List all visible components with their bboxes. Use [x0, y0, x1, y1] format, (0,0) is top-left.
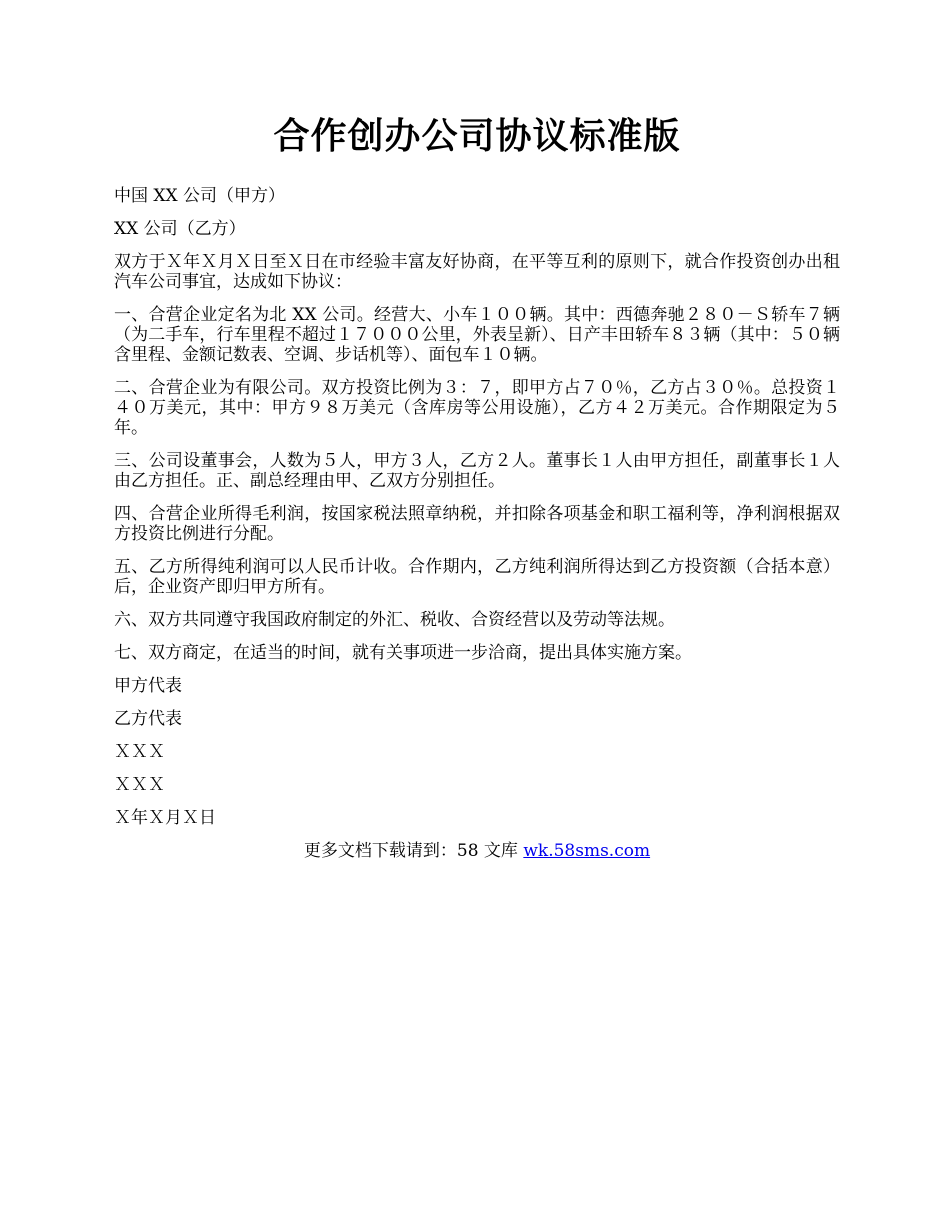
clause-1: 一、合营企业定名为北 XX 公司。经营大、小车１００辆。其中：西德奔驰２８０－Ｓ轿车７辆（为二手车，行车里程不超过１７０００公里，外表呈新）、日产丰田轿车８３辆（其中：５０辆含里程、金额记数表、空调、步话机等）、面包车１０辆。 [114, 305, 840, 365]
clause-5: 五、乙方所得纯利润可以人民币计收。合作期内，乙方纯利润所得达到乙方投资额（合括本意）后，企业资产即归甲方所有。 [114, 557, 840, 597]
signature-placeholder-b: ＸＸＸ [114, 775, 165, 795]
signature-placeholder-a: ＸＸＸ [114, 742, 165, 762]
clause-4: 四、合营企业所得毛利润，按国家税法照章纳税，并扣除各项基金和职工福利等，净利润根据双方投资比例进行分配。 [114, 504, 840, 544]
footer-link[interactable]: wk.58sms.com [523, 841, 651, 861]
document-page [114, 108, 840, 861]
clause-7: 七、双方商定，在适当的时间，就有关事项进一步洽商，提出具体实施方案。 [114, 643, 692, 663]
clause-6: 六、双方共同遵守我国政府制定的外汇、税收、合资经营以及劳动等法规。 [114, 610, 675, 630]
preamble-paragraph: 双方于Ｘ年Ｘ月Ｘ日至Ｘ日在市经验丰富友好协商，在平等互利的原则下，就合作投资创办出租汽车公司事宜，达成如下协议： [114, 252, 840, 292]
footer-prefix: 更多文档下载请到：58 文库 [303, 841, 524, 861]
party-b-representative: 乙方代表 [114, 709, 182, 729]
clause-3: 三、公司设董事会，人数为５人，甲方３人，乙方２人。董事长１人由甲方担任，副董事长１人由乙方担任。正、副总经理由甲、乙双方分别担任。 [114, 451, 840, 491]
party-b-line: XX 公司（乙方） [114, 219, 246, 239]
clause-2: 二、合营企业为有限公司。双方投资比例为３：７，即甲方占７０％，乙方占３０％。总投资１４０万美元，其中：甲方９８万美元（含库房等公用设施），乙方４２万美元。合作期限定为５年。 [114, 378, 840, 438]
signing-date: Ｘ年Ｘ月Ｘ日 [114, 808, 216, 828]
download-footer [114, 841, 840, 861]
document-title: 合作创办公司协议标准版 [273, 115, 681, 157]
party-a-line: 中国 XX 公司（甲方） [114, 186, 286, 206]
party-a-representative: 甲方代表 [114, 676, 182, 696]
